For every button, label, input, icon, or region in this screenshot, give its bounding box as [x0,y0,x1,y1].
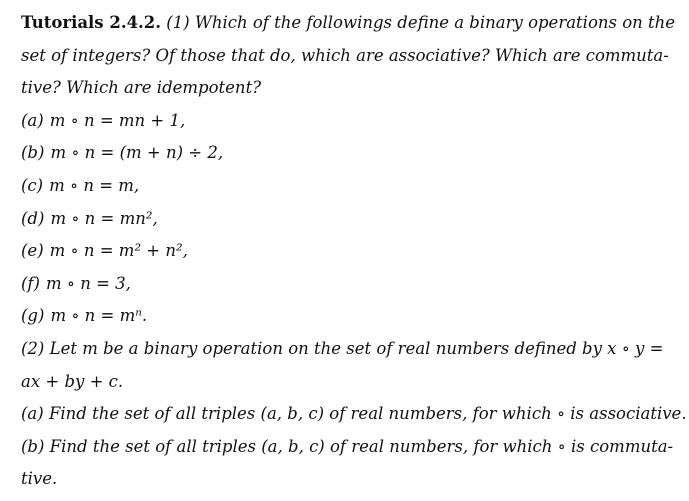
q1-intro-line-2 [21,40,669,73]
item-expression: m ∘ n = mn², [50,208,158,228]
q1-intro-line-3 [21,72,661,105]
q2-line-2 [21,366,661,399]
q1-intro-line-1 [21,7,676,40]
q2-item-b-line-1 [21,431,674,464]
q2-b-text-1: (b) Find the set of all triples (a, b, c) of real numbers, for which ∘ is commuta- [21,436,674,456]
item-expression: m ∘ n = m, [49,175,140,195]
item-expression: m ∘ n = 3, [45,273,131,293]
item-expression: m ∘ n = m² + n², [49,241,188,261]
item-label: (b) [21,143,45,163]
q2-item-b-line-2 [21,463,661,496]
tutorial-title: Tutorials 2.4.2. [21,13,162,32]
item-label: (a) [21,110,44,130]
q2-item-a [21,398,687,431]
q1-intro-text-1: (1) Which of the followings define a binary operations on the [166,13,676,32]
q1-item-b [21,137,661,170]
q2-a-text: (a) Find the set of all triples (a, b, c) of real numbers, for which ∘ is associative. [21,404,687,424]
q1-item-a [21,105,661,138]
q1-item-f [21,268,661,301]
item-expression: m ∘ n = mⁿ. [50,306,148,326]
item-expression: m ∘ n = mn + 1, [49,110,186,130]
item-label: (d) [21,208,45,228]
q2-b-text-2: tive. [21,469,58,489]
item-expression: m ∘ n = (m + n) ÷ 2, [50,143,224,163]
q1-intro-text-3: tive? Which are idempotent? [21,78,262,98]
tutorial-page [21,7,687,496]
q2-text-1: (2) Let m be a binary operation on the set of real numbers defined by x ∘ y = [21,338,664,358]
item-label: (f) [21,273,40,293]
item-label: (e) [21,241,44,261]
q1-item-c [21,170,661,203]
q1-intro-text-2: set of integers? Of those that do, which are associative? Which are commuta- [21,45,669,65]
q1-item-d [21,203,661,236]
q1-item-g [21,300,661,333]
item-label: (c) [21,175,44,195]
item-label: (g) [21,306,45,326]
q2-text-2: ax + by + c. [21,371,124,391]
q1-item-e [21,235,661,268]
q2-line-1 [21,333,664,366]
